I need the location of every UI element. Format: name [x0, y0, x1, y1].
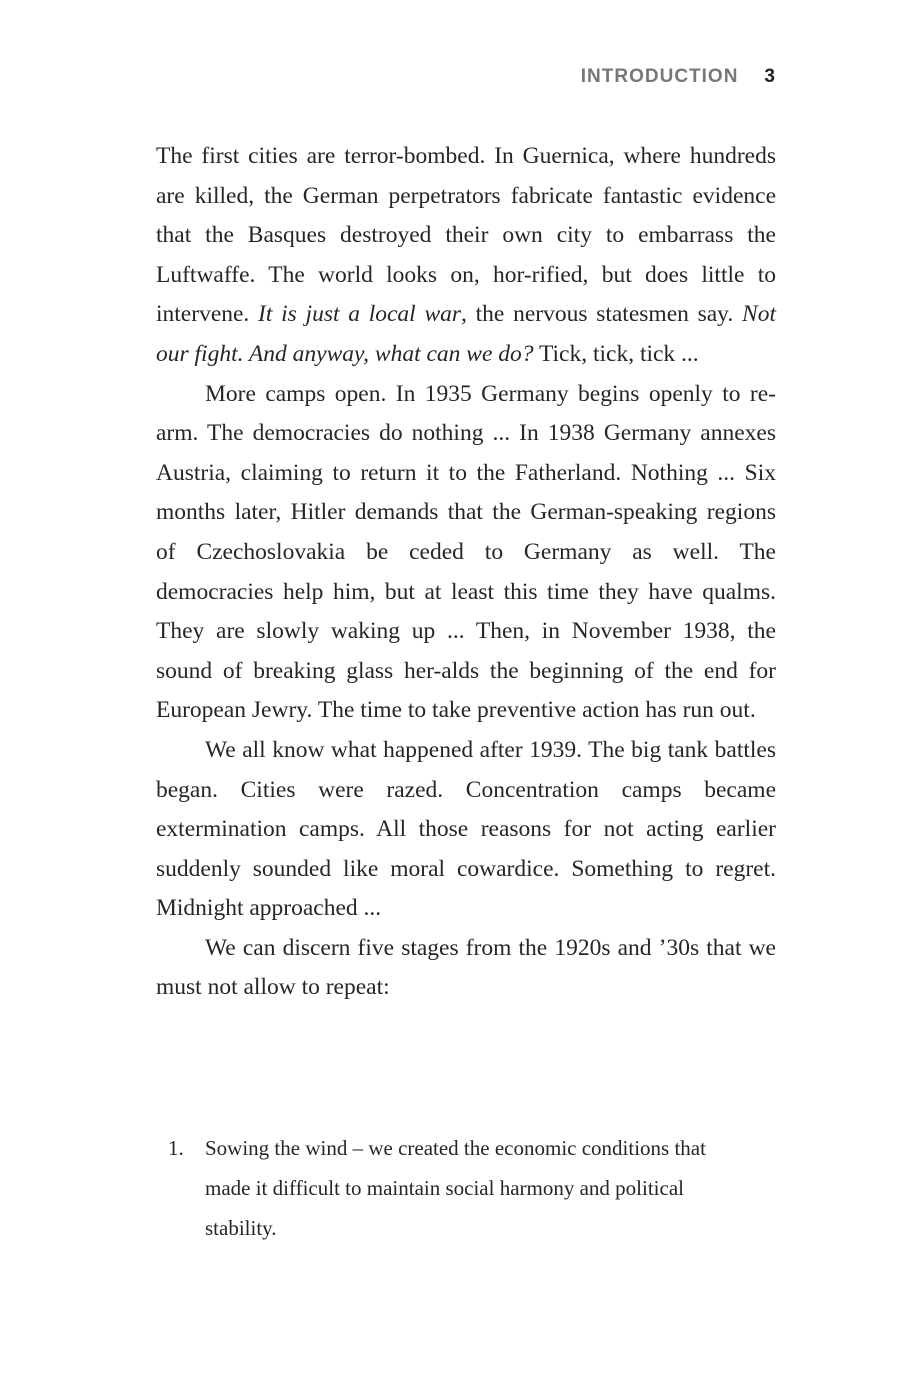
text-run: Tick, tick, tick ...: [533, 340, 699, 367]
section-title: INTRODUCTION: [580, 66, 739, 87]
list-item: [168, 1128, 748, 1248]
paragraph: [156, 731, 776, 929]
numbered-list: [168, 1128, 748, 1248]
running-header: [581, 66, 776, 88]
paragraph: [156, 375, 776, 731]
page-number: 3: [764, 66, 776, 87]
text-run: More camps open. In 1935 Germany begins openly to re-arm. The democracies do nothing ... In 1938 Germany annexes Austria, claiming to return it to the Fatherland. Nothing ... Six months later, Hitler demands that the German-speaking regions of Czechoslovakia be ceded to Germany as well. The democracies help him, but at least this time they have qualms. They are slowly waking up ... Then, in November 1938, the sound of breaking glass her-alds the beginning of the end for European Jewry. The time to take preventive action has run out.: [156, 380, 776, 724]
list-item-number: 1.: [168, 1136, 184, 1160]
text-run: The first cities are terror-bombed. In Guernica, where hundreds are killed, the German perpetrators fabricate fantastic evidence that the Basques destroyed their own city to embarrass the Luftwaffe. The world looks on, hor-rified, but does little to intervene.: [156, 143, 776, 328]
text-run: We all know what happened after 1939. The big tank battles began. Cities were razed. Concentration camps became extermination camps. All those reasons for not acting earlier suddenly sounded like moral cowardice. Something to regret. Midnight approached ...: [156, 736, 776, 922]
text-run: We can discern five stages from the 1920s and ’30s that we must not allow to repeat:: [156, 934, 776, 1001]
paragraph: [156, 137, 776, 375]
italic-run: It is just a local war: [258, 301, 462, 328]
paragraph: [156, 929, 776, 1008]
italic-run: Not our fight. And anyway, what can we do?: [156, 301, 776, 367]
text-run: , the nervous statesmen say.: [461, 301, 743, 328]
body-text: [156, 137, 776, 1008]
list-item-text: Sowing the wind – we created the economic conditions that made it difficult to maintain social harmony and political stability.: [205, 1136, 706, 1240]
